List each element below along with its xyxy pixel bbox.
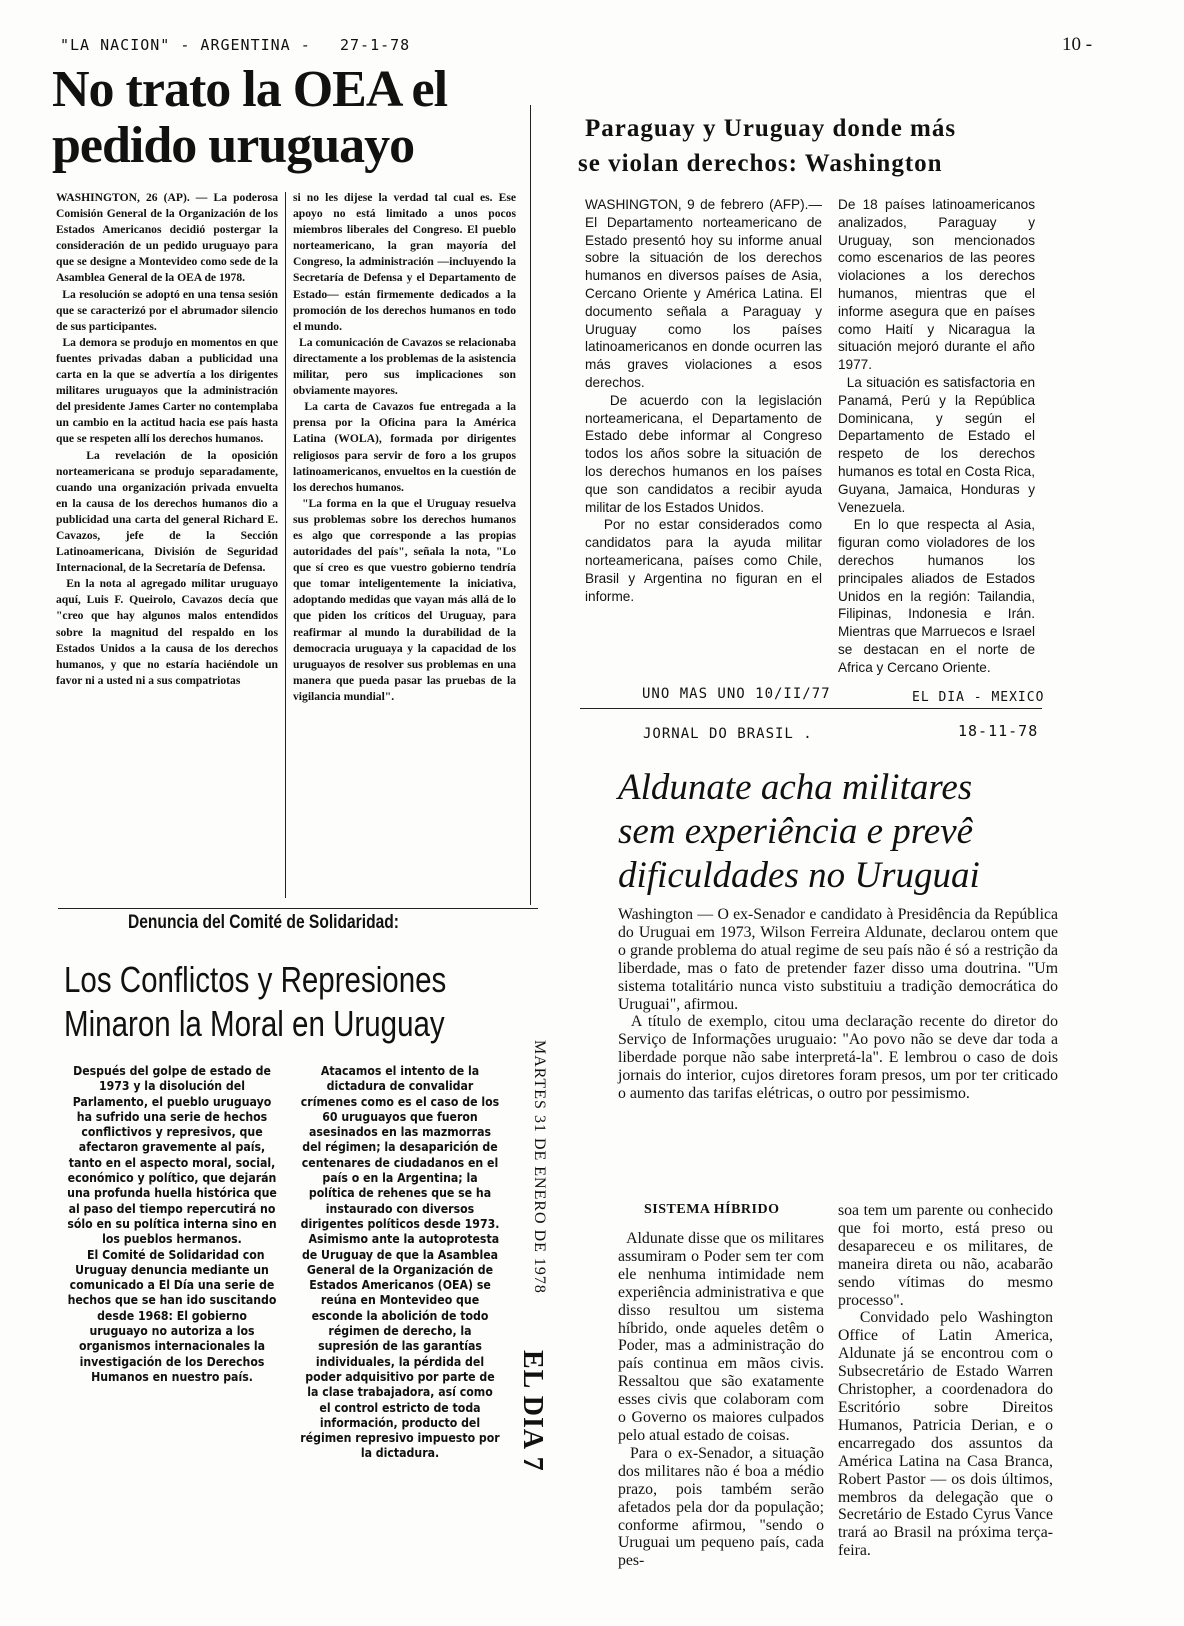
article1-headline: No trato la OEA el pedido uruguayo — [52, 61, 448, 174]
article4-headline: Aldunate acha militares sem experiência e prevê dificuldades no Uruguai — [618, 767, 980, 896]
article2-column-2: De 18 países latinoamericanos analizados, Paraguay y Uruguay, son mencionados como escenarios de las peores violaciones a los derechos humanos, mientras que el informe asegura que en países como Haití y Nicaragua la situación mejoró durante el año 1977. La situación es satisfactoria en Panamá, Perú y la República Dominicana, y según el Departamento de Estado el respeto de los derechos humanos es total en Costa Rica, Guyana, Jamaica, Honduras y Venezuela. En lo que respecta al Asia, figuran como violadores de los derechos humanos los principales aliados de Estados Unidos en la región: Tailandia, Filipinas, Indonesia e Irán. Mientras que Marruecos e Israel se destacan en el norte de Africa y Cercano Oriente. — [838, 197, 1035, 675]
article4-source-note: JORNAL DO BRASIL . — [643, 726, 813, 742]
article2-headline-line1: Paraguay y Uruguay donde más — [585, 115, 957, 142]
article3-column-1: Después del golpe de estado de 1973 y la disolución del Parlamento, el pueblo uruguayo ha sufrido una serie de hechos conflictivos y represivos, que afectaron gravemente al país, tanto en el aspecto moral, social, económico y político, que dejarán una profunda huella histórica que al paso del tiempo repercutirá no sólo en su política interna sino en los pueblos hermanos. El Comité de Solidaridad con Uruguay denuncia mediante un comunicado a El Día una serie de hechos que se han ido suscitando desde 1968: El gobierno uruguayo no autoriza a los organismos internacionales la investigación de los Derechos Humanos en nuestro país. — [67, 1064, 277, 1384]
article2-column-1: WASHINGTON, 9 de febrero (AFP).— El Departamento norteamericano de Estado presentó hoy su informe anual sobre la situación de los derechos humanos en diversos países de Asia, Cercano Oriente y América Latina. El documento señala a Paraguay y Uruguay como los países latinoamericanos en donde ocurren las más graves violaciones a esos derechos. De acuerdo con la legislación norteamericana, el Departamento de Estado debe informar al Congreso todos los años sobre la situación de los derechos humanos en los países que son candidatos a recibir ayuda militar de los Estados Unidos. Por no estar considerados como candidatos para la ayuda militar norteamericana, países como Chile, Brasil y Argentina no figuran en el informe. — [585, 197, 823, 604]
article3-side-paper: EL DIA 7 — [517, 1350, 548, 1472]
article1-column-1: WASHINGTON, 26 (AP). — La poderosa Comisión General de la Organización de los Estados Americanos decidió postergar la consideración de un pedido uruguayo para que se designe a Montevideo como sede de la Asamblea General de la OEA de 1978. La resolución se adoptó en una tensa sesión que se caracterizó por el abrumador silencio de sus participantes. La demora se produjo en momentos en que fuentes privadas daban a publicidad una carta en la que se advertía a los dirigentes militares uruguayos que la administración del presidente James Carter no contemplaba un cambio en la actitud hacia ese país hasta que se respeten allí los derechos humanos. La revelación de la oposición norteamericana se produjo separadamente, cuando una organización privada envuelta en la causa de los derechos humanos dio a publicidad una carta del general Richard E. Cavazos, jefe de la Sección Latinoamericana, División de Seguridad Internacional, de la Secretaría de Defensa. En la nota al agregado militar uruguayo aquí, Luis F. Queirolo, Cavazos decía que "creo que hay algunos malos entendidos sobre la magnitud del respaldo en los Estados Unidos a la causa de los derechos humanos, y que no estaría haciéndole un favor ni a usted ni a sus compatriotas — [56, 191, 279, 687]
article4-column-1: Aldunate disse que os militares assumiram o Poder sem ter com ele nenhuma intimidade nem experiência administrativa e que disso resultou um sistema híbrido, onde aqueles detêm o Poder, mas a administração do país continua em mãos civis. Ressaltou que são exatamente esses civis que colaboram com o Governo os maiores culpados pelo atual estado de coisas. Para o ex-Senador, a situação dos militares não é boa a médio prazo, pois também serão afetados pela dor da população; conforme afirmou, "sendo o Uruguai um pequeno país, cada pes- — [618, 1230, 824, 1570]
article2-source-note-2: EL DIA - MEXICO — [912, 690, 1045, 705]
article4-lead: Washington — O ex-Senador e candidato à Presidência da República do Uruguai em 1973, Wilson Ferreira Aldunate, declarou ontem que o grande problema do atual regime de seu país não é só a restrição da liberdade, mas o fato de pretender fazer disso uma doutrina. "Um sistema totalitário nunca visto substituiu a tradição democrática do Uruguai", afirmou. A título de exemplo, citou uma declaração recente do diretor do Serviço de Informações uruguaio: "Ao povo não se deve dar toda a liberdade porque não sabe interpretá-la". E lembrou o caso de dois jornais do interior, cujos diretores foram presos, um por ter criticado o aumento das tarifas elétricas, o outro por pessimismo. — [618, 906, 1058, 1103]
article3-column-2: Atacamos el intento de la dictadura de convalidar crímenes como es el caso de los 60 uruguayos que fueron asesinados en las mazmorras del régimen; la desaparición de centenares de ciudadanos en el país o en la Argentina; la política de rehenes que se ha instaurado con diversos dirigentes políticos desde 1973. Asimismo ante la autoprotesta de Uruguay de que la Asamblea General de la Organización de Estados Americanos (OEA) se reúna en Montevideo que esconde la abolición de todo régimen de derecho, la supresión de las garantías individuales, la pérdida del poder adquisitivo por parte de la clase trabajadora, así como el control estricto de toda información, producto del régimen represivo impuesto por la dictadura. — [300, 1064, 500, 1461]
clipping-date-note: 27-1-78 — [340, 36, 411, 54]
article3-kicker: Denuncia del Comité de Solidaridad: — [128, 912, 399, 933]
article3-side-date: MARTES 31 DE ENERO DE 1978 — [531, 1040, 548, 1294]
clipping-edge — [580, 708, 1042, 709]
article3-headline: Los Conflictos y Represiones Minaron la Moral en Uruguay — [64, 959, 447, 1044]
clipping-edge — [530, 105, 531, 905]
article2-headline-line2: se violan derechos: Washington — [578, 150, 943, 177]
article2-source-note: UNO MAS UNO 10/II/77 — [642, 686, 831, 702]
column-divider — [285, 192, 286, 898]
clipping-source-note: "LA NACION" - ARGENTINA - — [60, 36, 311, 54]
article4-date-note: 18-11-78 — [958, 722, 1039, 740]
clipping-edge — [58, 908, 538, 909]
article4-subhead: SISTEMA HÍBRIDO — [644, 1202, 780, 1217]
page-number: 10 - — [1062, 34, 1093, 55]
article1-column-2: si no les dijese la verdad tal cual es. Ese apoyo no está limitado a unos pocos miembros liberales del Congreso. El pueblo norteamericano, la gran mayoría del Congreso, la administración —incluyendo la Secretaría de Defensa y el Departamento de Estado— están firmemente dedicados a la promoción de los derechos humanos en todo el mundo. La comunicación de Cavazos se relacionaba directamente a los problemas de la asistencia militar, pero sus implicaciones son obviamente mayores. La carta de Cavazos fue entregada a la prensa por la Oficina para la América Latina (WOLA), formada por dirigentes religiosos para servir de foro a los grupos latinoamericanos, envueltos en la cuestión de los derechos humanos. "La forma en la que el Uruguay resuelva sus problemas sobre los derechos humanos es algo que corresponde a las propias autoridades del país", señala la nota, "Lo que sí creo es que vuestro gobierno tendría que tomar inteligentemente la iniciativa, adoptando medidas que vayan más allá de lo que piden los críticos del Uruguay, para reafirmar al mundo la durabilidad de la democracia uruguaya y la capacidad de los uruguayos de resolver sus problemas en una manera que pueda pasar las pruebas de la vigilancia mundial". — [293, 191, 517, 703]
article4-column-2: soa tem um parente ou conhecido que foi morto, está preso ou desapareceu e os militares, de maneira direta ou não, acabarão sendo vítimas do mesmo processo". Convidado pelo Washington Office of Latin America, Aldunate já se encontrou com o Subsecretário de Estado Warren Christopher, a coordenadora do Escritório sobre Direitos Humanos, Patricia Derian, e o encarregado dos assuntos da América Latina na Casa Branca, Robert Pastor — os dois últimos, membros da delegação que o Secretário de Estado Cyrus Vance trará ao Brasil na próxima terça-feira. — [838, 1202, 1053, 1560]
